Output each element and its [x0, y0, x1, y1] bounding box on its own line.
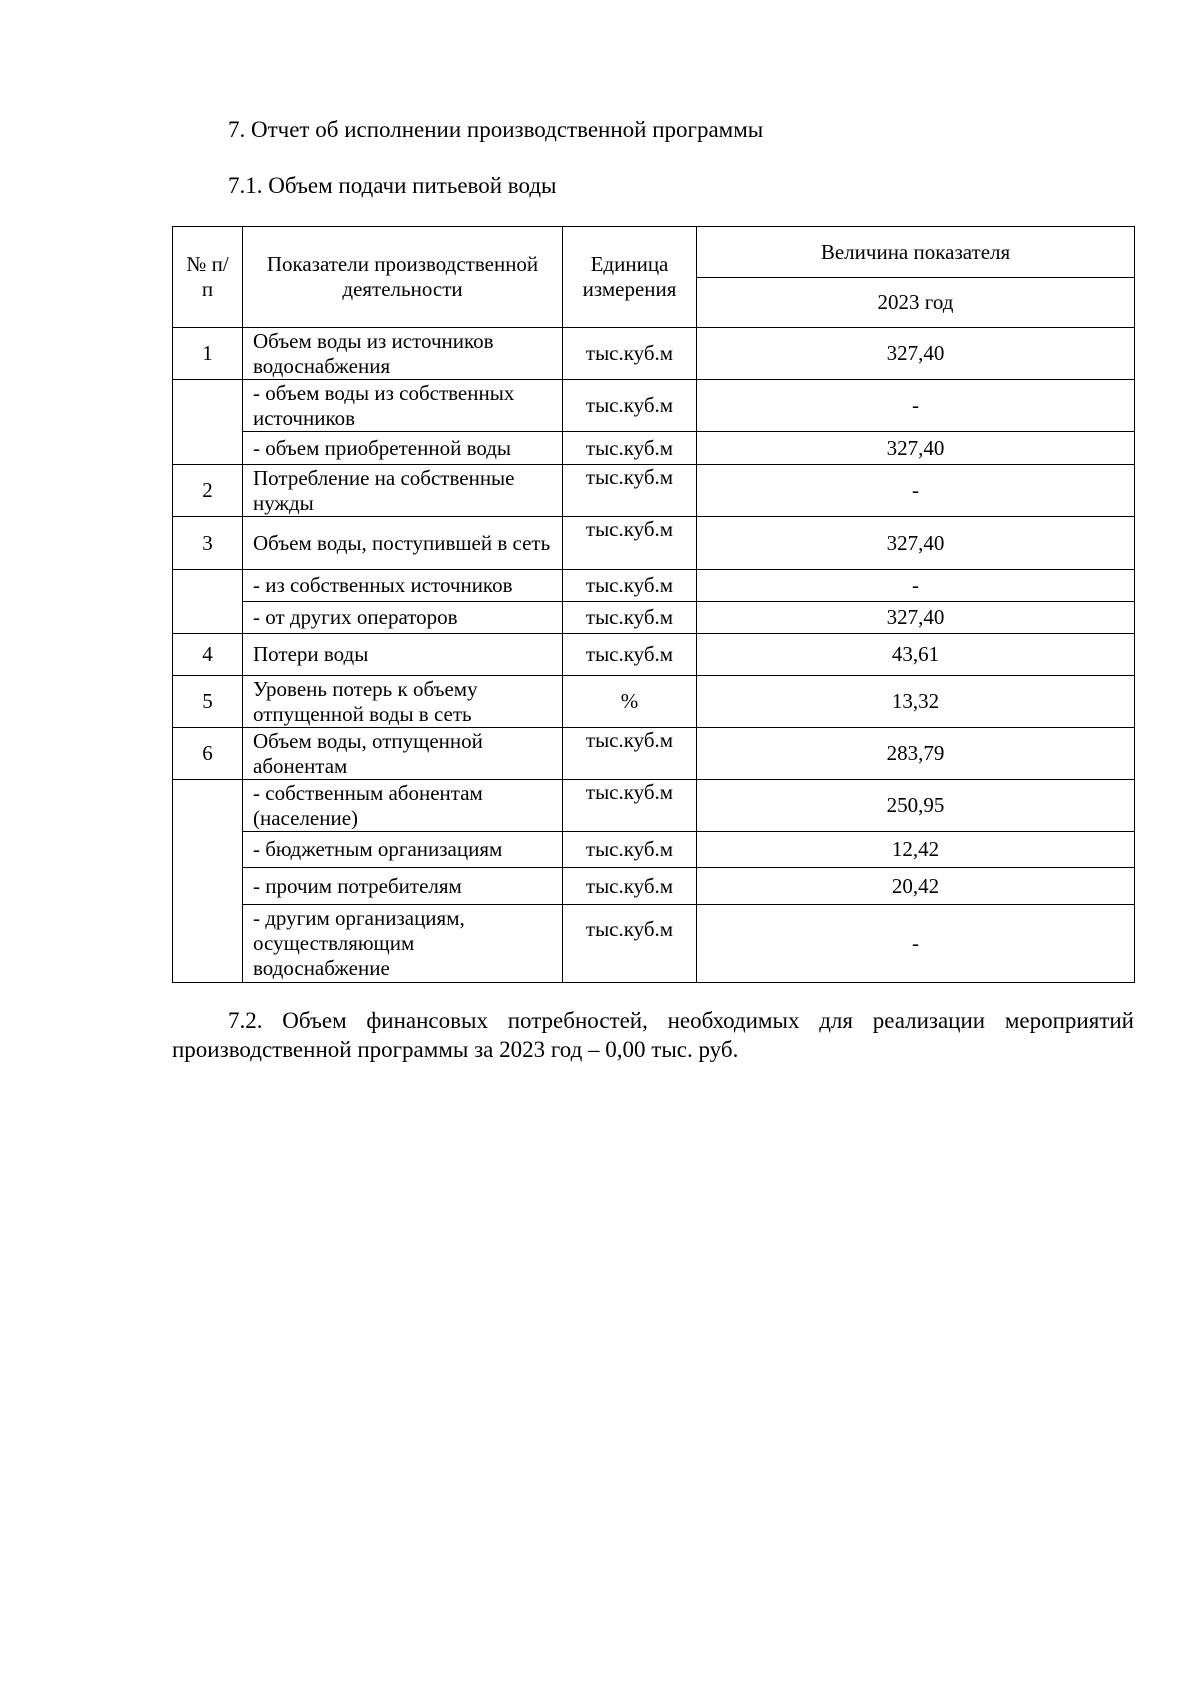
row-unit: тыс.куб.м	[563, 832, 697, 868]
header-indicator: Показатели производственной деятельности	[243, 227, 563, 328]
row-value: 250,95	[697, 780, 1135, 832]
row-num	[173, 570, 243, 634]
row-indicator: - объем приобретенной воды	[243, 432, 563, 465]
row-num	[173, 380, 243, 465]
table-row	[173, 634, 1135, 676]
table-row	[173, 602, 1135, 634]
row-indicator: - другим организациям, осуществляющим водоснабжение	[243, 905, 563, 983]
table-row	[173, 517, 1135, 570]
table-row	[173, 676, 1135, 728]
row-value: -	[697, 905, 1135, 983]
row-value: 13,32	[697, 676, 1135, 728]
row-indicator: Уровень потерь к объему отпущенной воды в сеть	[243, 676, 563, 728]
row-unit: тыс.куб.м	[563, 517, 697, 570]
row-unit: тыс.куб.м	[563, 905, 697, 983]
row-value: -	[697, 570, 1135, 602]
row-num: 3	[173, 517, 243, 570]
row-indicator: Объем воды из источников водоснабжения	[243, 328, 563, 380]
table-row	[173, 465, 1135, 517]
table-row	[173, 570, 1135, 602]
row-indicator: - собственным абонентам (население)	[243, 780, 563, 832]
table-row	[173, 432, 1135, 465]
row-indicator: Потребление на собственные нужды	[243, 465, 563, 517]
row-indicator: - прочим потребителям	[243, 868, 563, 905]
row-value: 327,40	[697, 517, 1135, 570]
row-unit: тыс.куб.м	[563, 380, 697, 432]
table-row	[173, 905, 1135, 983]
financial-needs-paragraph: 7.2. Объем финансовых потребностей, необходимых для реализации мероприятий производственной программы за 2023 год – 0,00 тыс. руб.	[172, 1008, 1134, 1062]
row-num	[173, 780, 243, 983]
table-row	[173, 380, 1135, 432]
row-indicator: - объем воды из собственных источников	[243, 380, 563, 432]
row-unit: тыс.куб.м	[563, 780, 697, 832]
table-row	[173, 832, 1135, 868]
row-value: 20,42	[697, 868, 1135, 905]
header-unit: Единица измерения	[563, 227, 697, 328]
row-unit: тыс.куб.м	[563, 570, 697, 602]
row-value: 283,79	[697, 728, 1135, 780]
row-value: 327,40	[697, 328, 1135, 380]
row-unit: тыс.куб.м	[563, 634, 697, 676]
row-value: -	[697, 380, 1135, 432]
row-unit: %	[563, 676, 697, 728]
row-value: 327,40	[697, 602, 1135, 634]
row-unit: тыс.куб.м	[563, 328, 697, 380]
table-row	[173, 780, 1135, 832]
row-indicator: Потери воды	[243, 634, 563, 676]
table-row	[173, 328, 1135, 380]
row-value: 12,42	[697, 832, 1135, 868]
row-indicator: - бюджетным организациям	[243, 832, 563, 868]
row-value: 327,40	[697, 432, 1135, 465]
row-indicator: - от других операторов	[243, 602, 563, 634]
section-heading: 7. Отчет об исполнении производственной программы	[228, 117, 764, 142]
subsection-heading: 7.1. Объем подачи питьевой воды	[228, 173, 557, 198]
row-num: 5	[173, 676, 243, 728]
header-value-group: Величина показателя	[697, 227, 1135, 278]
row-num: 1	[173, 328, 243, 380]
header-year: 2023 год	[697, 278, 1135, 328]
row-unit: тыс.куб.м	[563, 465, 697, 517]
row-unit: тыс.куб.м	[563, 432, 697, 465]
row-num: 2	[173, 465, 243, 517]
table-row	[173, 728, 1135, 780]
row-unit: тыс.куб.м	[563, 868, 697, 905]
row-unit: тыс.куб.м	[563, 728, 697, 780]
row-unit: тыс.куб.м	[563, 602, 697, 634]
row-indicator: - из собственных источников	[243, 570, 563, 602]
water-supply-table	[172, 226, 1135, 983]
row-value: 43,61	[697, 634, 1135, 676]
row-num: 4	[173, 634, 243, 676]
row-indicator: Объем воды, отпущенной абонентам	[243, 728, 563, 780]
row-indicator: Объем воды, поступившей в сеть	[243, 517, 563, 570]
table-row	[173, 868, 1135, 905]
header-num: № п/п	[173, 227, 243, 328]
row-num: 6	[173, 728, 243, 780]
row-value: -	[697, 465, 1135, 517]
